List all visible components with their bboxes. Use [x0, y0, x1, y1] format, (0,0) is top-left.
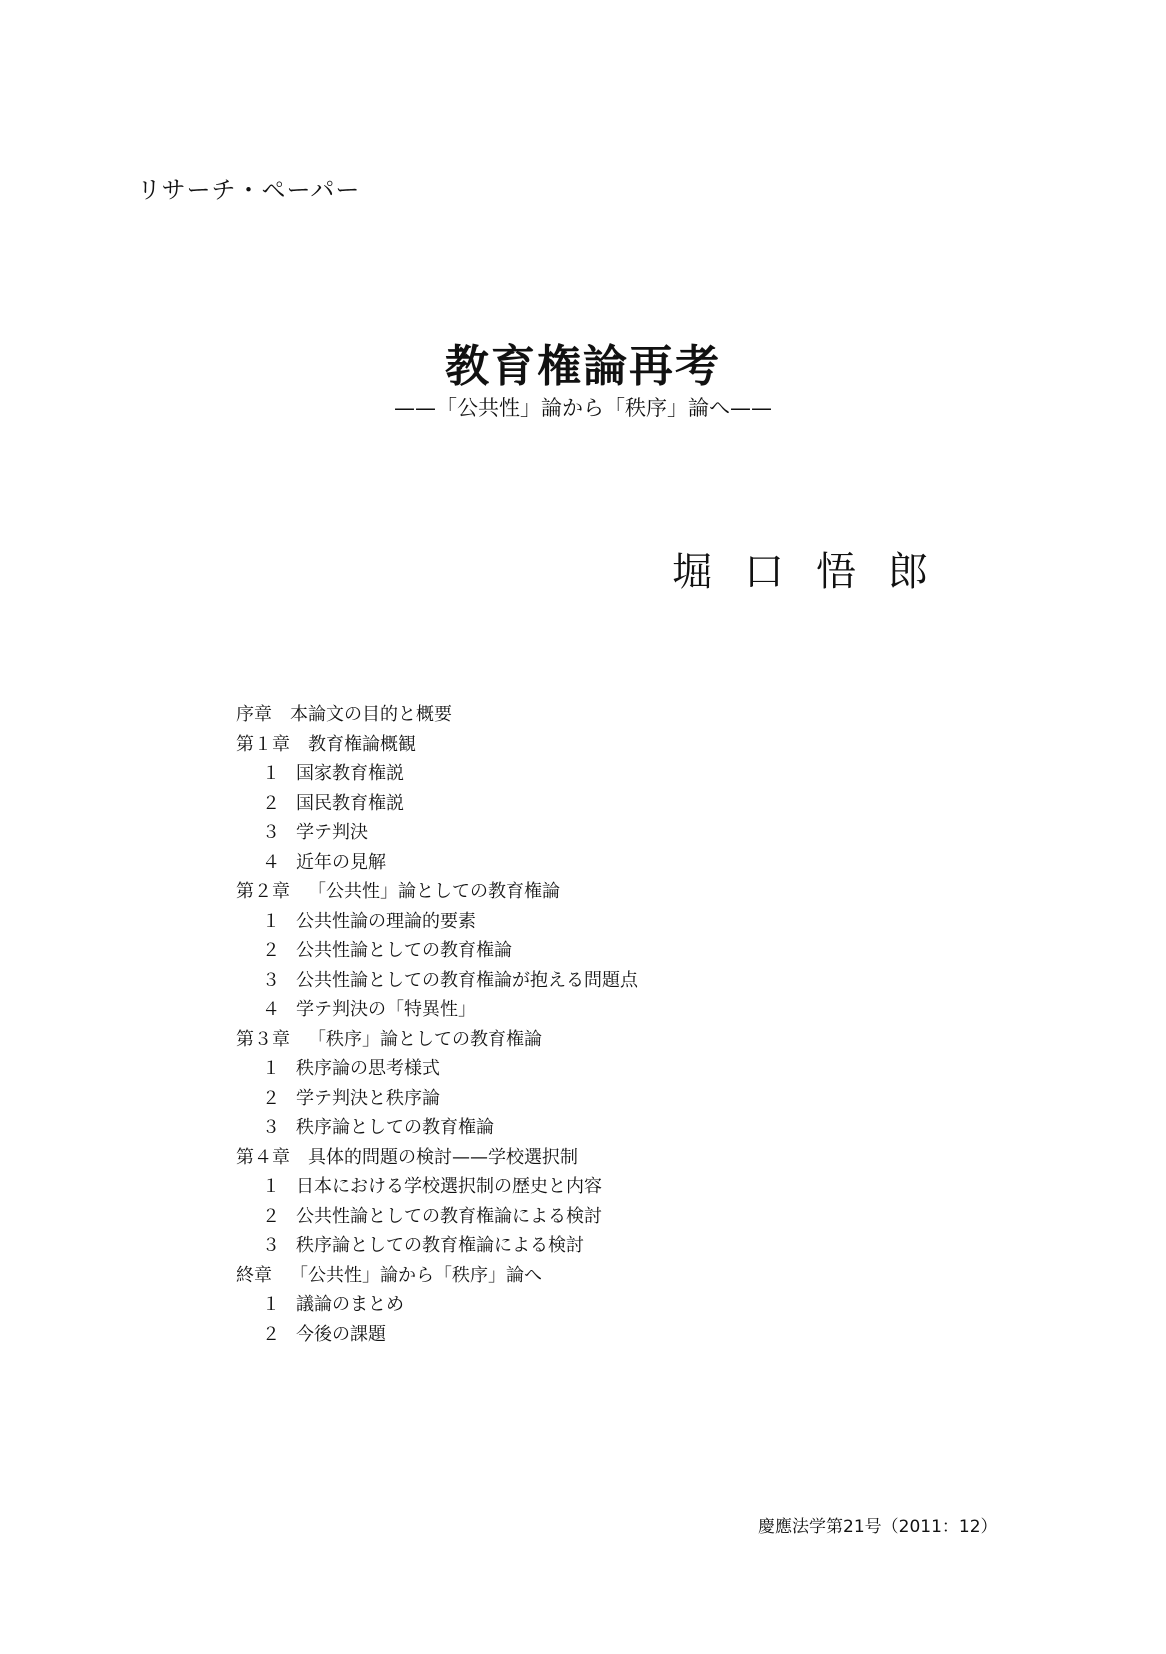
- toc-section: [236, 818, 638, 848]
- paper-title: 教育権論再考: [445, 341, 721, 392]
- toc-number: 第３章: [236, 1028, 290, 1050]
- table-of-contents: [236, 700, 638, 1349]
- toc-chapter: [236, 877, 638, 907]
- toc-number: ３: [262, 1117, 280, 1138]
- toc-chapter: [236, 1261, 638, 1291]
- toc-text: 教育権論概観: [308, 733, 416, 755]
- toc-number: ２: [262, 1205, 280, 1227]
- toc-text: 公共性論としての教育権論: [296, 940, 512, 961]
- toc-text: 「秩序」論としての教育権論: [308, 1028, 542, 1050]
- toc-text: 学テ判決と秩序論: [296, 1087, 440, 1109]
- toc-number: 第２章: [236, 881, 290, 902]
- toc-text: 学テ判決の「特異性」: [296, 999, 476, 1020]
- toc-number: 第１章: [236, 733, 290, 755]
- toc-section: [236, 1172, 638, 1202]
- toc-number: 第４章: [236, 1146, 290, 1168]
- toc-text: 近年の見解: [296, 851, 386, 873]
- toc-number: ２: [262, 940, 280, 961]
- toc-text: 国家教育権説: [296, 763, 404, 784]
- toc-text: 学テ判決: [296, 822, 368, 843]
- toc-text: 秩序論としての教育権論: [296, 1117, 494, 1138]
- toc-number: ３: [262, 1235, 280, 1256]
- toc-section: [236, 1113, 638, 1143]
- toc-number: ３: [262, 969, 280, 991]
- toc-number: ３: [262, 822, 280, 843]
- toc-text: 具体的問題の検討——学校選択制: [308, 1146, 578, 1168]
- paper-author: 堀口悟郎: [672, 549, 960, 595]
- toc-number: １: [262, 1058, 280, 1079]
- journal-citation: 慶應法学第21号（2011：12）: [758, 1517, 998, 1537]
- toc-text: 公共性論としての教育権論による検討: [296, 1205, 602, 1227]
- toc-text: 議論のまとめ: [296, 1294, 404, 1315]
- toc-text: 秩序論の思考様式: [296, 1058, 440, 1079]
- toc-number: ２: [262, 792, 280, 814]
- toc-text: 公共性論としての教育権論が抱える問題点: [296, 969, 638, 991]
- toc-number: ２: [262, 1323, 280, 1345]
- toc-number: 序章: [236, 704, 272, 725]
- toc-number: １: [262, 1294, 280, 1315]
- paper-category: リサーチ・ペーパー: [137, 176, 361, 204]
- toc-number: ２: [262, 1087, 280, 1109]
- toc-text: 公共性論の理論的要素: [296, 910, 476, 932]
- toc-number: １: [262, 763, 280, 784]
- toc-section: [236, 789, 638, 819]
- toc-number: １: [262, 910, 280, 932]
- toc-section: [236, 966, 638, 996]
- toc-section: [236, 1290, 638, 1320]
- toc-text: 日本における学校選択制の歴史と内容: [296, 1176, 602, 1197]
- toc-section: [236, 1320, 638, 1350]
- toc-chapter: [236, 1025, 638, 1055]
- toc-section: [236, 1054, 638, 1084]
- toc-number: ４: [262, 851, 280, 873]
- toc-text: 「公共性」論としての教育権論: [308, 881, 560, 902]
- toc-text: 国民教育権説: [296, 792, 404, 814]
- toc-section: [236, 1202, 638, 1232]
- toc-chapter: [236, 730, 638, 760]
- toc-text: 「公共性」論から「秩序」論へ: [290, 1264, 542, 1286]
- toc-chapter: [236, 700, 638, 730]
- toc-text: 今後の課題: [296, 1323, 386, 1345]
- toc-section: [236, 936, 638, 966]
- toc-chapter: [236, 1143, 638, 1173]
- toc-number: 終章: [236, 1264, 272, 1286]
- toc-section: [236, 848, 638, 878]
- toc-number: １: [262, 1176, 280, 1197]
- toc-section: [236, 1084, 638, 1114]
- toc-section: [236, 907, 638, 937]
- toc-number: ４: [262, 999, 280, 1020]
- toc-section: [236, 995, 638, 1025]
- toc-text: 本論文の目的と概要: [290, 704, 452, 725]
- toc-text: 秩序論としての教育権論による検討: [296, 1235, 584, 1256]
- paper-subtitle: ——「公共性」論から「秩序」論へ——: [394, 396, 772, 420]
- toc-section: [236, 1231, 638, 1261]
- toc-section: [236, 759, 638, 789]
